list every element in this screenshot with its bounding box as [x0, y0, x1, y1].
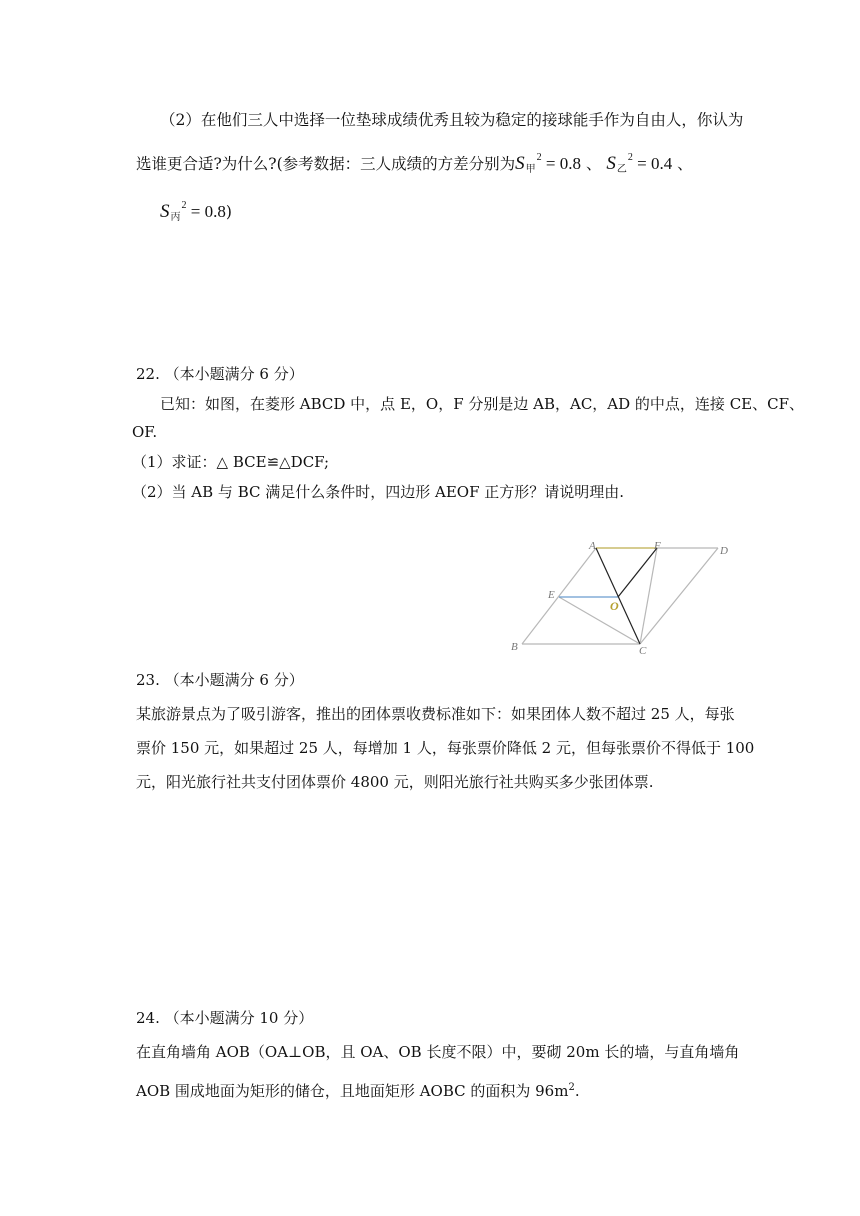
q21-part2-line2: [136, 148, 693, 180]
variance-jia: $S_甲^2 = 0.8$: [515, 152, 582, 175]
label-d: D: [720, 545, 728, 557]
label-a: A: [589, 540, 596, 552]
q23-line3: 元，阳光旅行社共支付团体票价 4800 元，则阳光旅行社共购买多少张团体票.: [136, 773, 654, 791]
q23-line2: 票价 150 元，如果超过 25 人，每增加 1 人，每张票价降低 2 元，但每张票价不得低于 100: [136, 739, 755, 757]
q24-area-exponent: 2: [568, 1082, 575, 1093]
segment-of: [618, 548, 657, 597]
variance-yi: $S_乙^2 = 0.4$: [606, 152, 673, 175]
q22-line2: OF.: [132, 423, 158, 441]
q21-part2-line2-text: 选谁更合适?为什么?(参考数据：三人成绩的方差分别为: [136, 155, 516, 173]
label-f: F: [654, 540, 661, 552]
variance-bing: $S_丙^2 = 0.8$: [160, 200, 226, 223]
q22-part2: （2）当 AB 与 BC 满足什么条件时，四边形 AEOF 正方形？请说明理由.: [132, 483, 625, 501]
q24-line2: [136, 1078, 580, 1101]
label-c: C: [639, 645, 647, 657]
segment-ec: [559, 597, 640, 644]
q22-heading: 22. （本小题满分 6 分）: [136, 365, 304, 383]
segment-fc: [640, 548, 657, 644]
q22-part1: （1）求证：△ BCE≌△DCF;: [132, 453, 330, 471]
q21-part2-line1: （2）在他们三人中选择一位垫球成绩优秀且较为稳定的接球能手作为自由人，你认为: [160, 111, 744, 129]
diagonal-ac: [596, 548, 640, 644]
q24-heading: 24. （本小题满分 10 分）: [136, 1009, 314, 1027]
rhombus-figure: [500, 536, 740, 658]
label-b: B: [511, 641, 518, 653]
q23-heading: 23. （本小题满分 6 分）: [136, 671, 304, 689]
q22-line1: 已知：如图，在菱形 ABCD 中，点 E，O，F 分别是边 AB，AC，AD 的中点，连接 CE、CF、: [160, 395, 805, 413]
q21-part2-line3: [160, 196, 232, 228]
q24-line2-end: .: [574, 1082, 580, 1100]
q24-line2-text: AOB 围成地面为矩形的储仓，且地面矩形 AOBC 的面积为 96m: [136, 1082, 569, 1100]
label-e: E: [548, 589, 555, 601]
label-o: O: [610, 599, 619, 613]
separator-1: 、: [581, 155, 602, 173]
side-dc: [640, 548, 718, 644]
separator-2: 、: [672, 155, 693, 173]
q23-line1: 某旅游景点为了吸引游客，推出的团体票收费标准如下：如果团体人数不超过 25 人，每张: [136, 705, 735, 723]
q24-line1: 在直角墙角 AOB（OA⊥OB，且 OA、OB 长度不限）中，要砌 20m 长的墙，与直角墙角: [136, 1043, 740, 1061]
side-ba: [522, 548, 596, 644]
closing-paren: ): [225, 203, 232, 221]
